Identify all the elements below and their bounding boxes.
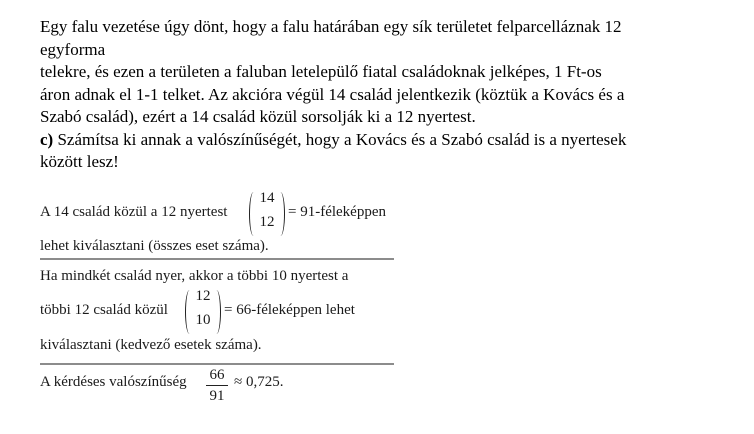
solution-text: = 66-féleképpen lehet — [224, 302, 355, 318]
solution-text: = 91-féleképpen — [288, 204, 386, 220]
problem-line: között lesz! — [40, 152, 119, 171]
binom-top: 14 — [259, 190, 275, 206]
problem-line: Egy falu vezetése úgy dönt, hogy a falu határában egy sík területet felparcelláznak 12 — [40, 17, 622, 36]
divider — [40, 258, 394, 260]
problem-line: áron adnak el 1-1 telket. Az akcióra végül 14 család jelentkezik (köztük a Kovács és a — [40, 84, 625, 104]
solution-text: lehet kiválasztani (összes eset száma). — [40, 238, 269, 254]
binom-bottom: 12 — [259, 214, 275, 230]
fraction-bar — [206, 385, 228, 386]
fraction-numerator: 66 — [209, 367, 225, 383]
solution-text: többi 12 család közül — [40, 302, 168, 318]
divider — [40, 363, 394, 365]
fraction-denominator: 91 — [209, 388, 225, 404]
solution-text: A kérdéses valószínűség — [40, 374, 187, 390]
solution-block — [40, 0, 400, 434]
problem-line: Szabó család), ezért a 14 család közül sorsolják ki a 12 nyertest. — [40, 107, 476, 126]
problem-line: telekre, és ezen a területen a faluban letelepülő fiatal családoknak jelképes, 1 Ft-os — [40, 62, 602, 81]
binom-bottom: 10 — [195, 312, 211, 328]
right-paren — [212, 290, 221, 334]
binom-top: 12 — [195, 288, 211, 304]
solution-text: Ha mindkét család nyer, akkor a többi 10 nyertest a — [40, 268, 349, 284]
solution-text: A 14 család közül a 12 nyertest — [40, 204, 228, 220]
right-paren — [276, 192, 285, 236]
problem-line: egyforma — [40, 39, 106, 59]
question-text: Számítsa ki annak a valószínűségét, hogy a Kovács és a Szabó család is a nyertesek — [57, 129, 627, 149]
solution-text: kiválasztani (kedvező esetek száma). — [40, 337, 262, 353]
binomial-coefficient — [249, 192, 285, 236]
fraction — [204, 366, 230, 405]
question-label: c) — [40, 129, 54, 149]
binomial-coefficient — [185, 290, 221, 334]
solution-text: ≈ 0,725. — [234, 374, 284, 390]
